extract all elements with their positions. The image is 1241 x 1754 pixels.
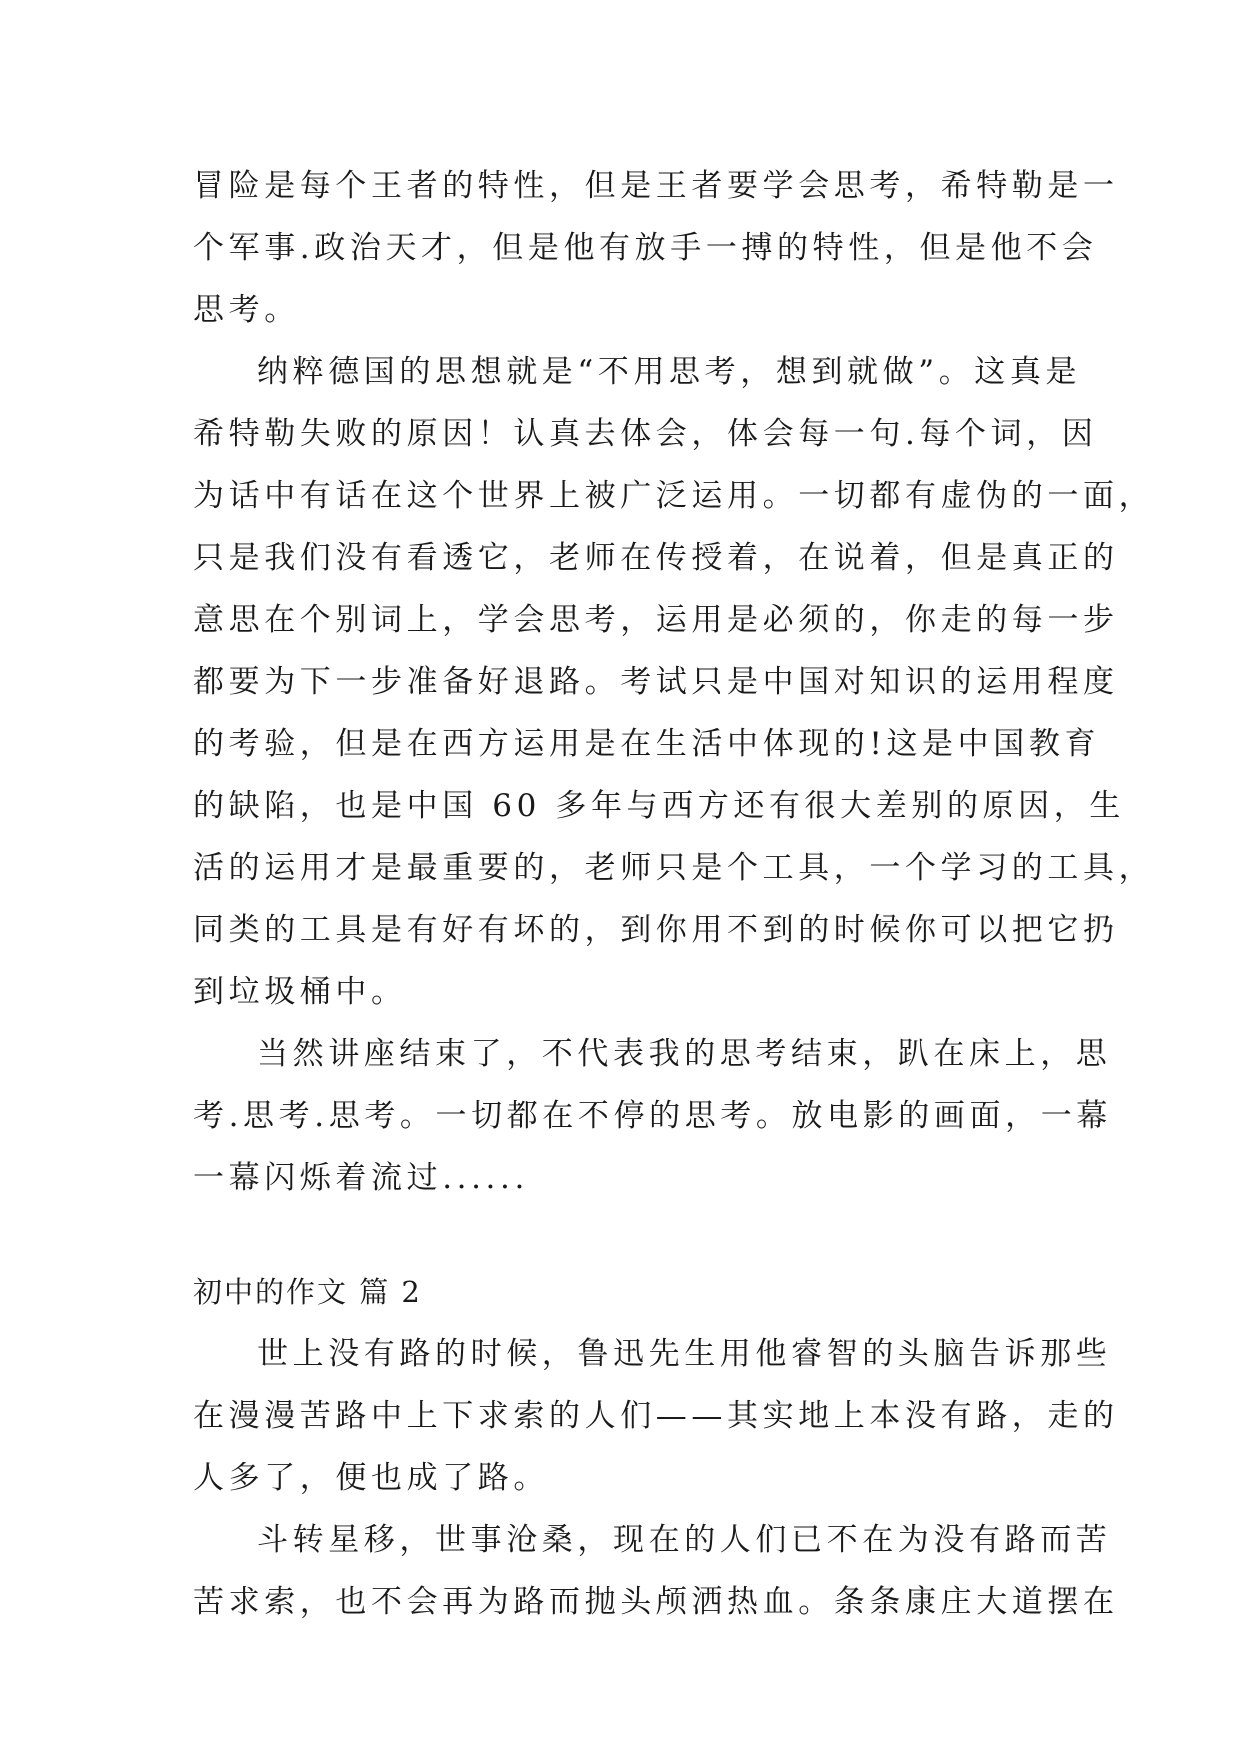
text-line: 在漫漫苦路中上下求索的人们——其实地上本没有路，走的 [193, 1398, 1119, 1434]
text-line: 考.思考.思考。一切都在不停的思考。放电影的画面，一幕 [193, 1098, 1112, 1134]
paragraph [193, 1509, 1119, 1633]
text-line: 苦求索，也不会再为路而抛头颅洒热血。条条康庄大道摆在 [193, 1584, 1119, 1620]
text-line: 活的运用才是最重要的，老师只是个工具，一个学习的工具， [193, 850, 1155, 886]
text-line: 人多了，便也成了路。 [193, 1460, 549, 1496]
text-line: 到垃圾桶中。 [193, 974, 407, 1010]
text-line: 当然讲座结束了，不代表我的思考结束，趴在床上，思 [257, 1036, 1112, 1072]
text-line: 同类的工具是有好有坏的，到你用不到的时候你可以把它扔 [193, 912, 1119, 948]
text-line: 的缺陷，也是中国 60 多年与西方还有很大差别的原因，生 [193, 788, 1125, 824]
text-line: 斗转星移，世事沧桑，现在的人们已不在为没有路而苦 [257, 1522, 1112, 1558]
text-line: 一幕闪烁着流过...... [193, 1160, 529, 1196]
text-line: 都要为下一步准备好退路。考试只是中国对知识的运用程度 [193, 664, 1119, 700]
text-line: 的考验，但是在西方运用是在生活中体现的!这是中国教育 [193, 726, 1101, 762]
paragraph [193, 1023, 1112, 1209]
section-spacer [193, 1209, 1055, 1261]
document-page [193, 155, 1155, 1633]
paragraph [193, 1323, 1119, 1509]
text-line: 世上没有路的时候，鲁迅先生用他睿智的头脑告诉那些 [257, 1336, 1112, 1372]
text-line: 意思在个别词上，学会思考，运用是必须的，你走的每一步 [193, 602, 1119, 638]
paragraph [193, 341, 1155, 1023]
text-line: 纳粹德国的思想就是“不用思考，想到就做”。这真是 [257, 354, 1082, 390]
text-line: 希特勒失败的原因！认真去体会，体会每一句.每个词，因 [193, 416, 1098, 452]
paragraph [193, 155, 1119, 341]
text-line: 冒险是每个王者的特性，但是王者要学会思考，希特勒是一 [193, 168, 1119, 204]
section-heading: 初中的作文 篇 2 [193, 1275, 422, 1309]
text-line: 为话中有话在这个世界上被广泛运用。一切都有虚伪的一面， [193, 478, 1155, 514]
text-line: 思考。 [193, 292, 300, 328]
text-line: 个军事.政治天才，但是他有放手一搏的特性，但是他不会 [193, 230, 1098, 266]
text-line: 只是我们没有看透它，老师在传授着，在说着，但是真正的 [193, 540, 1119, 576]
